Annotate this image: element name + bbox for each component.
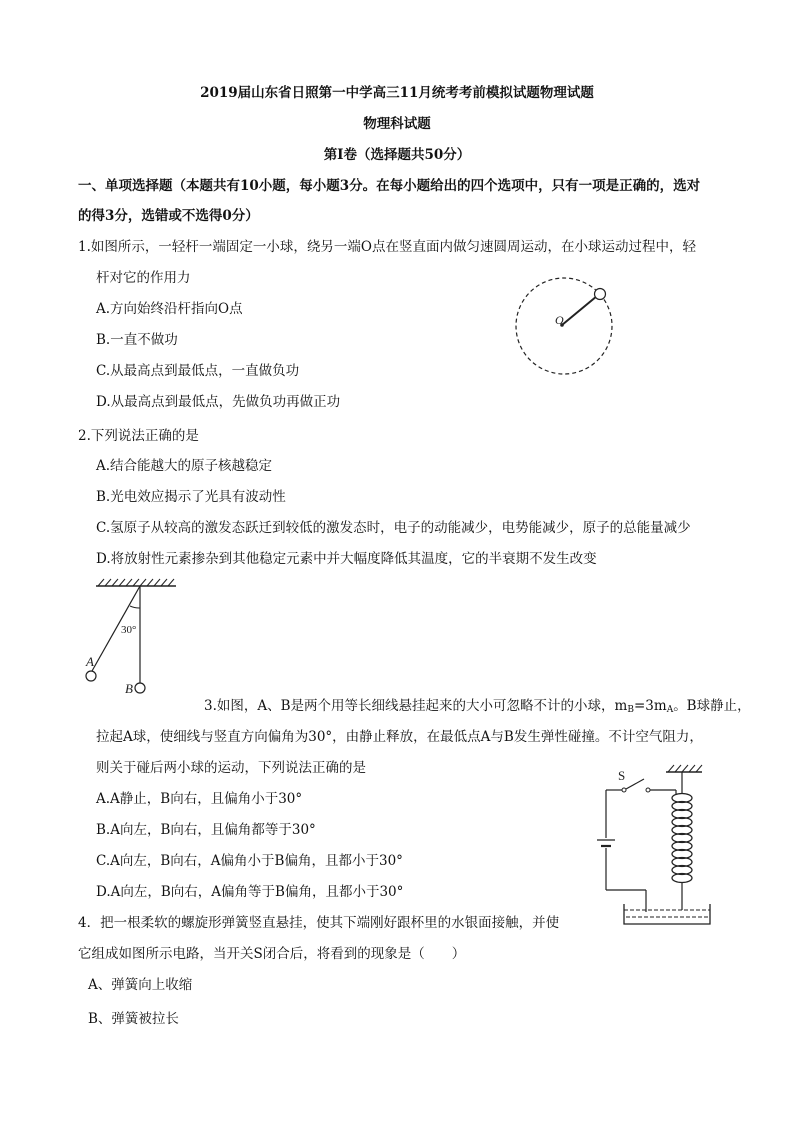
section-heading-line1: 一、单项选择题（本题共有10小题，每小题3分。在每小题给出的四个选项中，只有一项是正确的，选对 bbox=[78, 178, 701, 194]
q4-option-b: B、弹簧被拉长 bbox=[88, 1011, 179, 1027]
q4-stem-line1: 4．把一根柔软的螺旋形弹簧竖直悬挂，使其下端刚好跟杯里的水银面接触，并使 bbox=[78, 915, 560, 931]
switch-contact-left bbox=[622, 788, 626, 792]
q4-stem-line2: 它组成如图所示电路，当开关S闭合后，将看到的现象是（ ） bbox=[78, 946, 466, 962]
q3-pendulum-figure bbox=[80, 578, 180, 696]
q2-option-a: A.结合能越大的原子核越稳定 bbox=[96, 458, 273, 474]
section-heading-line2: 的得3分，选错或不选得0分） bbox=[78, 208, 259, 224]
q1-circular-motion-figure bbox=[512, 274, 616, 378]
ball-a-label: A bbox=[86, 654, 94, 669]
q1-stem-line1: 1.如图所示，一轻杆一端固定一小球，绕另一端O点在竖直面内做匀速圆周运动，在小球运动过程中，轻 bbox=[78, 239, 696, 255]
q3-stem-line1: 3.如图，A、B是两个用等长细线悬挂起来的大小可忽略不计的小球，$m_B=3m_A$。B球静止， bbox=[204, 698, 751, 715]
pivot-label-o: O bbox=[555, 313, 564, 327]
switch-contact-right bbox=[646, 788, 650, 792]
q1-stem-line2: 杆对它的作用力 bbox=[96, 270, 191, 286]
subject-title: 物理科试题 bbox=[363, 116, 431, 132]
q1-option-b: B.一直不做功 bbox=[96, 332, 178, 348]
q1-option-c: C.从最高点到最低点，一直做负功 bbox=[96, 363, 300, 379]
q4-spring-circuit-figure bbox=[596, 764, 720, 932]
coil-spring bbox=[672, 794, 692, 883]
light-rod bbox=[562, 296, 597, 325]
q2-option-c: C.氢原子从较高的激发态跃迁到较低的激发态时，电子的动能减少，电势能减少，原子的总能量减少 bbox=[96, 520, 691, 536]
ball-b-label: B bbox=[125, 681, 133, 696]
q2-stem: 2.下列说法正确的是 bbox=[78, 428, 199, 444]
volume-title: 第Ⅰ卷（选择题共50分） bbox=[323, 147, 471, 163]
angle-label: 30° bbox=[121, 624, 137, 636]
q3-option-d: D.A向左，B向右，A偏角等于B偏角，且都小于30° bbox=[96, 884, 404, 900]
switch-blade bbox=[626, 779, 644, 789]
q3-stem-line2: 拉起A球，使细线与竖直方向偏角为30°，由静止释放，在最低点A与B发生弹性碰撞。不计空气阻力， bbox=[96, 729, 703, 745]
ball-b bbox=[135, 683, 145, 693]
q2-option-b: B.光电效应揭示了光具有波动性 bbox=[96, 489, 286, 505]
q3-stem-line3: 则关于碰后两小球的运动，下列说法正确的是 bbox=[96, 760, 366, 776]
q3-option-b: B.A向左，B向右，且偏角都等于30° bbox=[96, 822, 316, 838]
q3-option-c: C.A向左，B向右，A偏角小于B偏角，且都小于30° bbox=[96, 853, 403, 869]
ceiling-hatch bbox=[98, 579, 174, 586]
q3-option-a: A.A静止，B向右，且偏角小于30° bbox=[96, 791, 303, 807]
q1-option-d: D.从最高点到最低点，先做负功再做正功 bbox=[96, 394, 341, 410]
ball-a bbox=[86, 671, 96, 681]
switch-label: S bbox=[618, 768, 626, 783]
q2-option-d: D.将放射性元素掺杂到其他稳定元素中并大幅度降低其温度，它的半衰期不发生改变 bbox=[96, 551, 597, 567]
ceiling-hatch bbox=[668, 765, 702, 772]
angle-arc bbox=[130, 606, 140, 608]
q1-option-a: A.方向始终沿杆指向O点 bbox=[96, 301, 243, 317]
mercury-cup bbox=[624, 904, 710, 924]
small-ball bbox=[595, 289, 606, 300]
exam-title: 2019届山东省日照第一中学高三11月统考考前模拟试题物理试题 bbox=[200, 85, 594, 101]
q4-option-a: A、弹簧向上收缩 bbox=[88, 977, 193, 993]
